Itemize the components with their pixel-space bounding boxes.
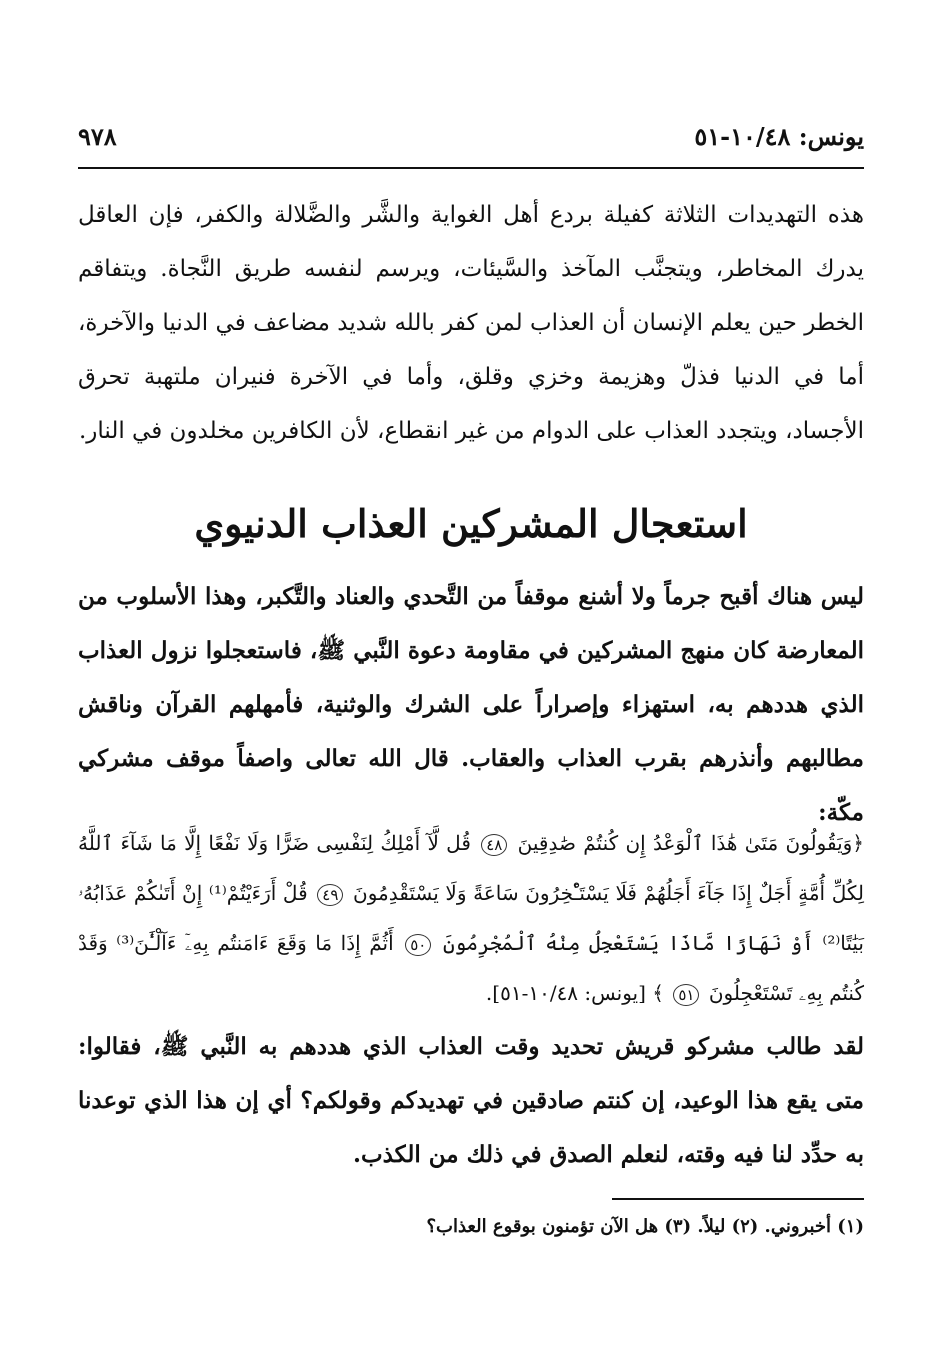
quran-verse-49: قُل لَّآ أَمْلِكُ لِنَفْسِى ضَرًّا وَلَا نَفْعًا إِلَّا مَا شَآءَ ٱللَّهُ لِكُلِّ أُمَّةٍ أَجَلٌ إِذَا جَآءَ أَجَلُهُمْ فَلَا يَسْتَـْٔخِرُونَ سَاعَةً وَلَا يَسْتَقْدِمُونَ bbox=[78, 831, 864, 905]
verse-number-50: ٥٠ bbox=[405, 934, 431, 956]
verse-number-48: ٤٨ bbox=[481, 834, 507, 856]
footnote-rule bbox=[612, 1198, 864, 1200]
running-head-title: يونس: ١٠/٤٨-٥١ bbox=[694, 122, 864, 151]
verse-number-51: ٥١ bbox=[673, 984, 699, 1006]
quran-verse-50: قُلْ أَرَءَيْتُمْ⁽¹⁾ إِنْ أَتَىٰكُمْ عَذَابُهُۥ بَيَٰتًا⁽²⁾ أَوْ نَهَارًا مَّاذَا يَسْتَعْجِلُ مِنْهُ ٱلْمُجْرِمُونَ bbox=[78, 881, 865, 955]
running-head bbox=[78, 120, 864, 160]
section-heading: استعجال المشركين العذاب الدنيوي bbox=[194, 501, 748, 546]
paragraph-intro: هذه التهديدات الثلاثة كفيلة بردع أهل الغواية والشَّر والضَّلالة والكفر، فإن العاقل يدرك المخاطر، ويتجنَّب المآخذ والسَّيئات، ويرسم لنفسه طريق النَّجاة. ويتفاقم الخطر حين يعلم الإنسان أن العذاب لمن كفر بالله شديد مضاعف في الدنيا والآخرة، أما في الدنيا فذلّ وهزيمة وخزي وقلق، وأما في الآخرة فنيران ملتهبة تحرق الأجساد، ويتجدد العذاب على الدوام من غير انقطاع، لأن الكافرين مخلدون في النار. bbox=[78, 202, 864, 444]
header-rule bbox=[78, 167, 864, 169]
paragraph-context: ليس هناك أقبح جرماً ولا أشنع موقفاً من التَّحدي والعناد والتَّكبر، وهذا الأسلوب من المعارضة كان منهج المشركين في مقاومة دعوة النَّبي ﷺ، فاستعجلوا نزول العذاب الذي هددهم به، استهزاء وإصراراً على الشرك والوثنية، فأمهلهم القرآن وناقش مطالبهم وأنذرهم بقرب العذاب والعقاب. قال الله تعالى واصفاً موقف مشركي مكّة: bbox=[78, 583, 864, 826]
paragraph-explanation: لقد طالب مشركو قريش تحديد وقت العذاب الذي هددهم به النَّبي ﷺ، فقالوا: متى يقع هذا الوعيد، إن كنتم صادقين في تهديدكم وقولكم؟ أي إن هذا الذي توعدنا به حدِّد لنا فيه وقته، لنعلم الصدق في ذلك من الكذب. bbox=[78, 1033, 864, 1168]
quran-verse-48: ﴿وَيَقُولُونَ مَتَىٰ هَٰذَا ٱلْوَعْدُ إِن كُنتُمْ صَٰدِقِينَ bbox=[517, 831, 865, 855]
quran-citation: ﴾ [يونس: ١٠/٤٨-٥١]. bbox=[485, 981, 664, 1005]
quran-quote bbox=[78, 818, 864, 1018]
quran-verse-51: أَثُمَّ إِذَا مَا وَقَعَ ءَامَنتُم بِهِۦٓ ءَآلْـَٰٔنَ⁽³⁾ وَقَدْ كُنتُم بِهِۦ تَسْتَعْجِلُونَ bbox=[78, 931, 864, 1005]
page-number: ٩٧٨ bbox=[78, 122, 117, 151]
verse-number-49: ٤٩ bbox=[317, 884, 343, 906]
footnote: (١) أخبروني. (٢) ليلاً. (٣) هل الآن تؤمنون بوقوع العذاب؟ bbox=[426, 1216, 864, 1237]
